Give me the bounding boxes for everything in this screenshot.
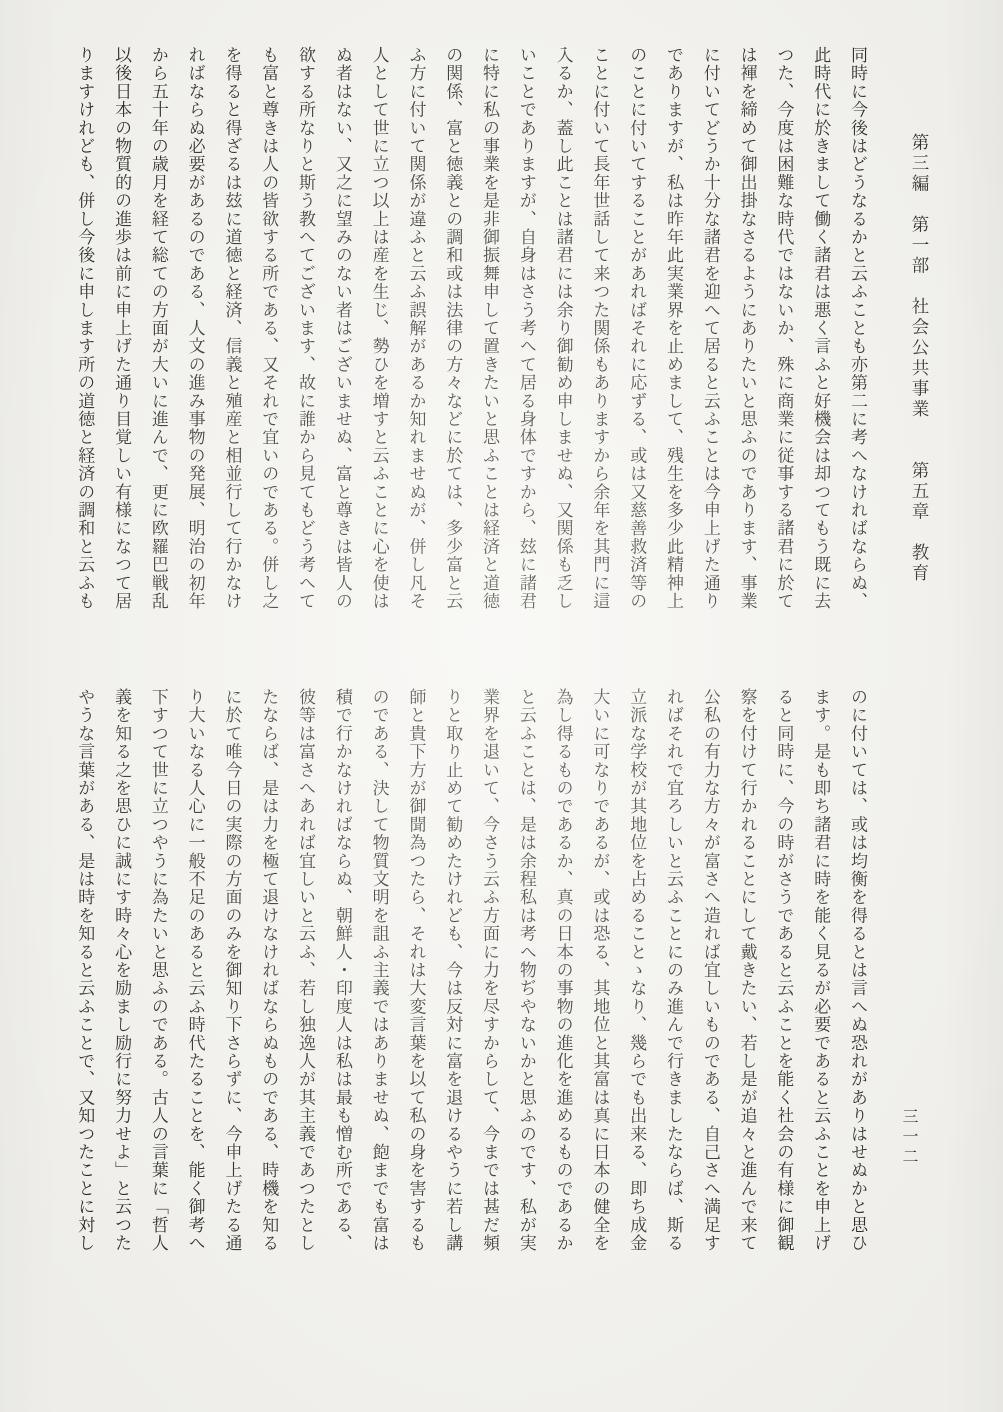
text-column: のに付いては、或は均衡を得るとは言へぬ恐れがありはせぬかと思ひ bbox=[848, 688, 867, 1253]
text-column: ると同時に、今の時がさうであると云ふことを能く社会の有様に御観 bbox=[774, 688, 794, 1253]
text-column: ればそれで宜ろしいと云ふことにのみ進んで行きましたならば、斯る bbox=[664, 688, 684, 1253]
text-column: 此時代に於きまして働く諸君は悪く言ふと好機会は却つてもう既に去 bbox=[811, 46, 831, 611]
text-column: ればならぬ必要があるのである、人文の進み事物の発展、明治の初年 bbox=[185, 46, 205, 611]
text-column: つた、今度は困難な時代ではないか、殊に商業に従事する諸君に於て bbox=[774, 46, 794, 611]
text-column: 義を知る之を思ひに誠にす時々心を励まし励行に努力せよ」と云つた bbox=[112, 688, 132, 1253]
text-column: 入るか、蓋し此ことは諸君には余り御勧め申しませぬ、又関係も乏し bbox=[553, 46, 573, 611]
text-column: に特に私の事業を是非御振舞申して置きたいと思ふことは経済と道徳 bbox=[480, 46, 500, 611]
text-column: 下すつて世に立つやうに為たいと思ふのである。古人の言葉に「哲人 bbox=[148, 688, 168, 1253]
text-column: やうな言葉がある、是は時を知ると云ふことで、又知つたことに対し bbox=[75, 688, 95, 1253]
text-column: 業界を退いて、今さう云ふ方面に力を尽すからして、今までは甚だ頻 bbox=[480, 688, 500, 1253]
text-column: 察を付けて行かれることにして戴きたい、若し是が追々と進んで来て bbox=[737, 688, 757, 1253]
text-column: いことでありますが、自身はさう考へて居る身体ですから、玆に諸君 bbox=[516, 46, 536, 611]
text-column: のである、決して物質文明を詛ふ主義ではありませぬ、飽までも富は bbox=[369, 688, 389, 1253]
text-block-bottom bbox=[65, 688, 875, 1306]
text-column: りと取り止めて勧めたけれども、今は反対に富を退けるやうに若し講 bbox=[443, 688, 463, 1253]
text-column: と云ふことは、是は余程私は考へ物ぢやないかと思ふのです、私が実 bbox=[516, 688, 536, 1253]
page-number: 三一二 bbox=[900, 1108, 917, 1168]
text-column: 積で行かなければならぬ、朝鮮人・印度人は私は最も憎む所である、 bbox=[332, 688, 352, 1253]
text-column: を得ると得ざるは玆に道徳と経済、信義と殖産と相並行して行かなけ bbox=[222, 46, 242, 611]
text-column: ことに付いて長年世話して来つた関係もありますから余年を其門に這 bbox=[590, 46, 610, 611]
text-column: 公私の有力な方々が富さへ造れば宜しいものである、自己さへ満足す bbox=[700, 688, 720, 1253]
text-column: の関係、富と徳義との調和或は法律の方々などに於ては、多少富と云 bbox=[443, 46, 463, 611]
chapter-header: 第三編 第一部 社会公共事業 第五章 教育 bbox=[910, 133, 930, 584]
text-block-top bbox=[65, 46, 875, 670]
text-column: に付いてどうか十分な諸君を迎へて居ると云ふことは今申上げた通り bbox=[700, 46, 720, 611]
text-column: も富と尊きは人の皆欲する所である、又それで宜いのである。併し之 bbox=[259, 46, 279, 611]
text-column: 同時に今後はどうなるかと云ふことも亦第二に考へなければならぬ、 bbox=[848, 46, 867, 611]
text-column: 師と貴下方が御聞為つたら、それは大変言葉を以て私の身を害するも bbox=[406, 688, 426, 1253]
text-column: 彼等は富さへあれば宜しいと云ふ、若し独逸人が其主義であつたとし bbox=[296, 688, 316, 1253]
text-column: 人として世に立つ以上は産を生じ、勢ひを増すと云ふことに心を使は bbox=[369, 46, 389, 611]
text-column: のことに付いてすることがあればそれに応ずる、或は又慈善救済等の bbox=[627, 46, 647, 611]
text-column: 以後日本の物質的の進歩は前に申上げた通り目覚しい有様になつて居 bbox=[112, 46, 132, 611]
text-column: りますけれども、併し今後に申します所の道徳と経済の調和と云ふも bbox=[75, 46, 95, 611]
text-column: 立派な学校が其地位を占めることゝなり、幾らでも出来る、即ち成金 bbox=[627, 688, 647, 1253]
text-column: ふ方に付いて関係が違ふと云ふ誤解があるか知れませぬが、併し凡そ bbox=[406, 46, 426, 611]
text-column: は褌を締めて御出掛なさるようにありたいと思ふのであります、事業 bbox=[737, 46, 757, 611]
text-column: ます。是も即ち諸君に時を能く見るが必要であると云ふことを申上げ bbox=[811, 688, 831, 1253]
text-column: たならば、是は力を極て退けなければならぬものである、時機を知る bbox=[259, 688, 279, 1253]
text-column: ぬ者はない、又之に望みのない者はございませぬ、富と尊きは皆人の bbox=[332, 46, 352, 611]
text-column: 欲する所なりと斯う教へてございます、故に誰から見てもどう考へて bbox=[296, 46, 316, 611]
text-column: 大いに可なりであるが、或は恐る、其地位と其富は真に日本の健全を bbox=[590, 688, 610, 1253]
text-column: 為し得るものであるか、真の日本の事物の進化を進めるものであるか bbox=[553, 688, 573, 1253]
text-column: から五十年の歳月を経て総ての方面が大いに進んで、更に欧羅巴戦乱 bbox=[148, 46, 168, 611]
text-column: り大いなる人心に一般不足のあると云ふ時代たることを、能く御考へ bbox=[185, 688, 205, 1253]
text-column: に於て唯今日の実際の方面のみを御知り下さらずに、今申上げたる通 bbox=[222, 688, 242, 1253]
text-column: でありますが、私は昨年此実業界を止めまして、残生を多少此精神上 bbox=[664, 46, 684, 611]
